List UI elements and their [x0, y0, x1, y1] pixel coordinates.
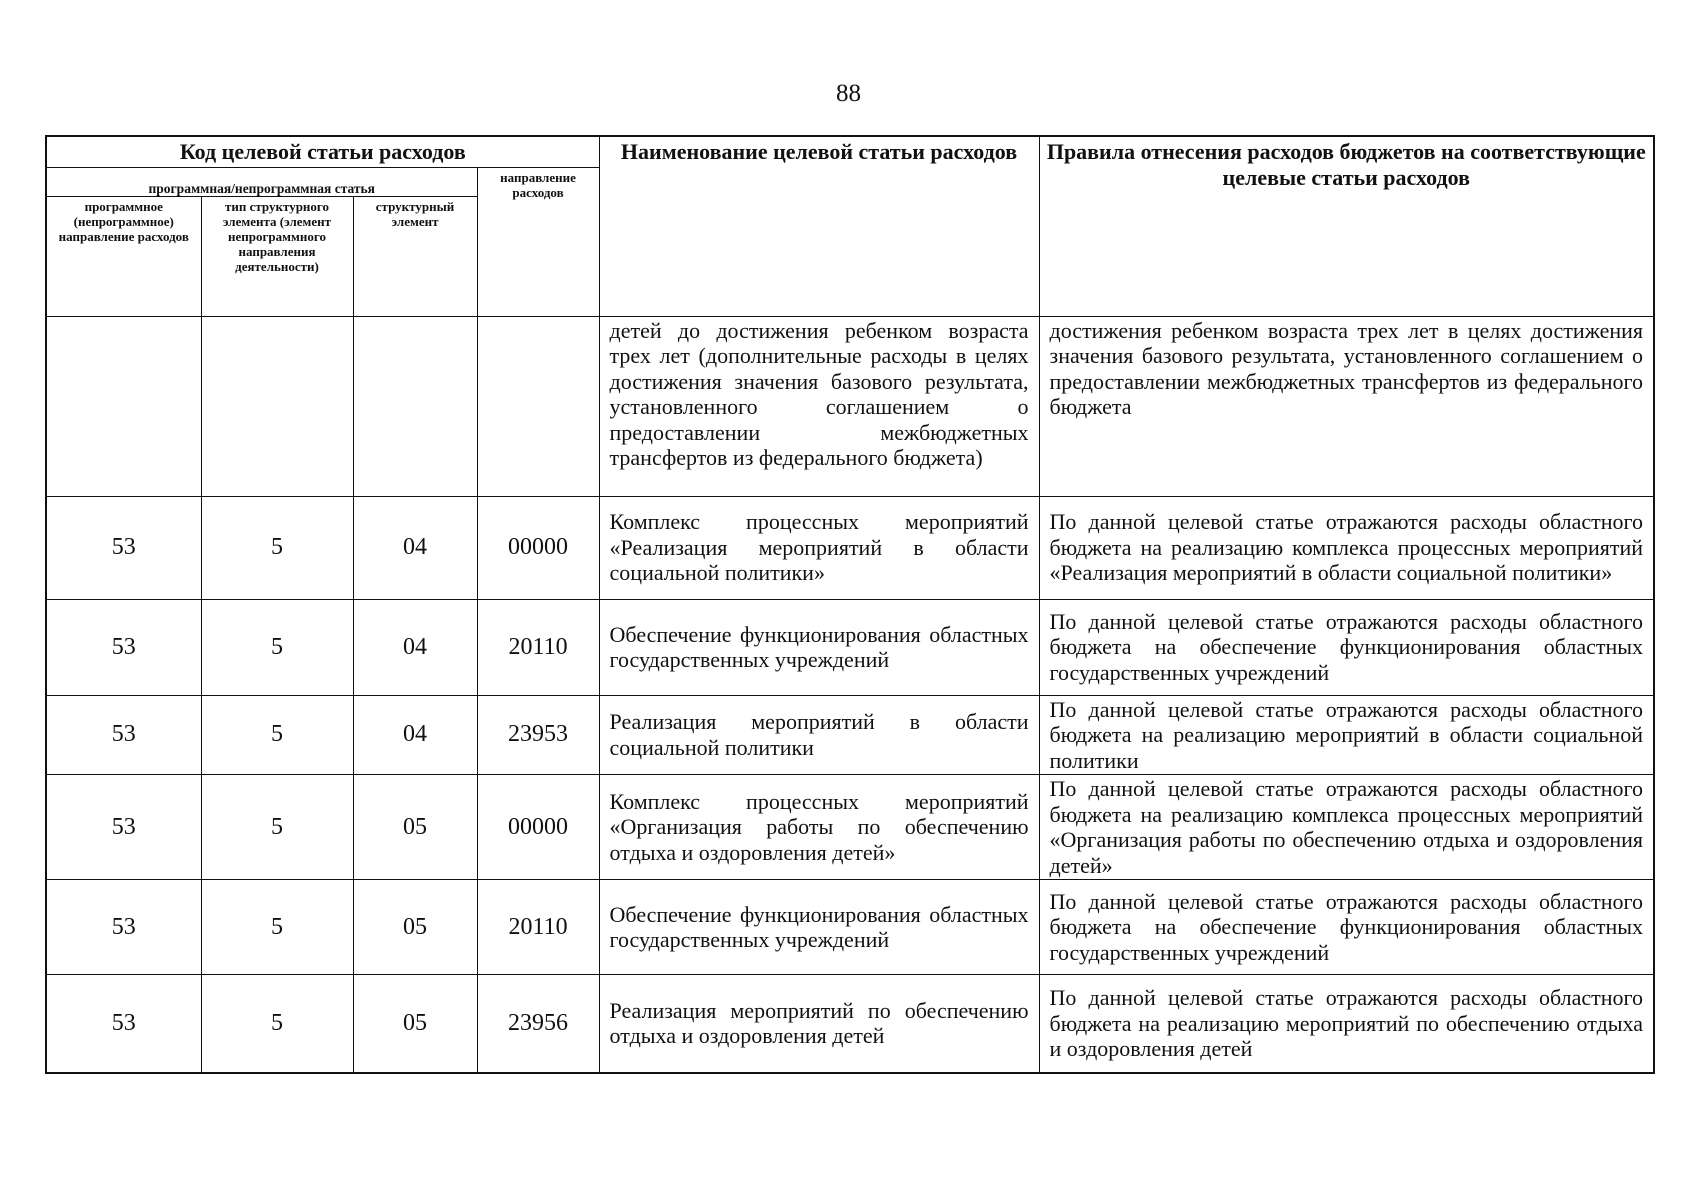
element-cell	[353, 316, 477, 496]
program-cell: 53	[46, 975, 201, 1073]
program-cell: 53	[46, 775, 201, 880]
program-cell: 53	[46, 496, 201, 599]
program-cell: 53	[46, 599, 201, 695]
table-row	[46, 496, 1654, 599]
type-cell: 5	[201, 880, 353, 975]
element-cell: 04	[353, 496, 477, 599]
table-row	[46, 775, 1654, 880]
header-struct-type: тип структурного элемента (элемент непрограммного направления деятельности)	[201, 196, 353, 316]
rule-cell: По данной целевой статье отражаются расходы областного бюджета на обеспечение функционирования областных государственных учреждений	[1039, 880, 1654, 975]
type-cell: 5	[201, 599, 353, 695]
name-cell: Реализация мероприятий в области социальной политики	[599, 695, 1039, 775]
program-cell: 53	[46, 880, 201, 975]
name-cell: Реализация мероприятий по обеспечению отдыха и оздоровления детей	[599, 975, 1039, 1073]
header-rules: Правила отнесения расходов бюджетов на соответствующие целевые статьи расходов	[1039, 136, 1654, 316]
element-cell: 04	[353, 599, 477, 695]
direction-cell: 00000	[477, 775, 599, 880]
header-program-direction: программное (непрограммное) направление расходов	[46, 196, 201, 316]
rule-cell: По данной целевой статье отражаются расходы областного бюджета на реализацию мероприятий по обеспечению отдыха и оздоровления детей	[1039, 975, 1654, 1073]
element-cell: 05	[353, 775, 477, 880]
program-cell: 53	[46, 695, 201, 775]
name-cell: детей до достижения ребенком возраста трех лет (дополнительные расходы в целях достижения значения базового результата, установленного соглашением о предоставлении межбюджетных трансфертов из федерального бюджета)	[599, 316, 1039, 496]
type-cell: 5	[201, 496, 353, 599]
rule-cell: По данной целевой статье отражаются расходы областного бюджета на реализацию комплекса процессных мероприятий «Организация работы по обеспечению отдыха и оздоровления детей»	[1039, 775, 1654, 880]
direction-cell: 00000	[477, 496, 599, 599]
element-cell: 05	[353, 880, 477, 975]
direction-cell: 20110	[477, 880, 599, 975]
direction-cell	[477, 316, 599, 496]
name-cell: Обеспечение функционирования областных государственных учреждений	[599, 599, 1039, 695]
direction-cell: 20110	[477, 599, 599, 695]
page-number: 88	[836, 80, 861, 107]
header-program-article: программная/непрограммная статья	[46, 167, 477, 196]
header-code-group: Код целевой статьи расходов	[46, 136, 599, 167]
table-row	[46, 599, 1654, 695]
budget-table	[45, 135, 1655, 1074]
type-cell	[201, 316, 353, 496]
type-cell: 5	[201, 695, 353, 775]
header-direction: направление расходов	[477, 167, 599, 316]
name-cell: Обеспечение функционирования областных государственных учреждений	[599, 880, 1039, 975]
rule-cell: достижения ребенком возраста трех лет в целях достижения значения базового результата, установленного соглашением о предоставлении межбюджетных трансфертов из федерального бюджета	[1039, 316, 1654, 496]
program-cell	[46, 316, 201, 496]
element-cell: 04	[353, 695, 477, 775]
table-row	[46, 880, 1654, 975]
rule-cell: По данной целевой статье отражаются расходы областного бюджета на обеспечение функционирования областных государственных учреждений	[1039, 599, 1654, 695]
table-row	[46, 975, 1654, 1073]
type-cell: 5	[201, 775, 353, 880]
header-struct-element: структурный элемент	[353, 196, 477, 316]
rule-cell: По данной целевой статье отражаются расходы областного бюджета на реализацию мероприятий в области социальной политики	[1039, 695, 1654, 775]
rule-cell: По данной целевой статье отражаются расходы областного бюджета на реализацию комплекса процессных мероприятий «Реализация мероприятий в области социальной политики»	[1039, 496, 1654, 599]
direction-cell: 23956	[477, 975, 599, 1073]
table-row	[46, 695, 1654, 775]
element-cell: 05	[353, 975, 477, 1073]
name-cell: Комплекс процессных мероприятий «Реализация мероприятий в области социальной политики»	[599, 496, 1039, 599]
header-name: Наименование целевой статьи расходов	[599, 136, 1039, 316]
table-row	[46, 316, 1654, 496]
name-cell: Комплекс процессных мероприятий «Организация работы по обеспечению отдыха и оздоровления детей»	[599, 775, 1039, 880]
direction-cell: 23953	[477, 695, 599, 775]
type-cell: 5	[201, 975, 353, 1073]
